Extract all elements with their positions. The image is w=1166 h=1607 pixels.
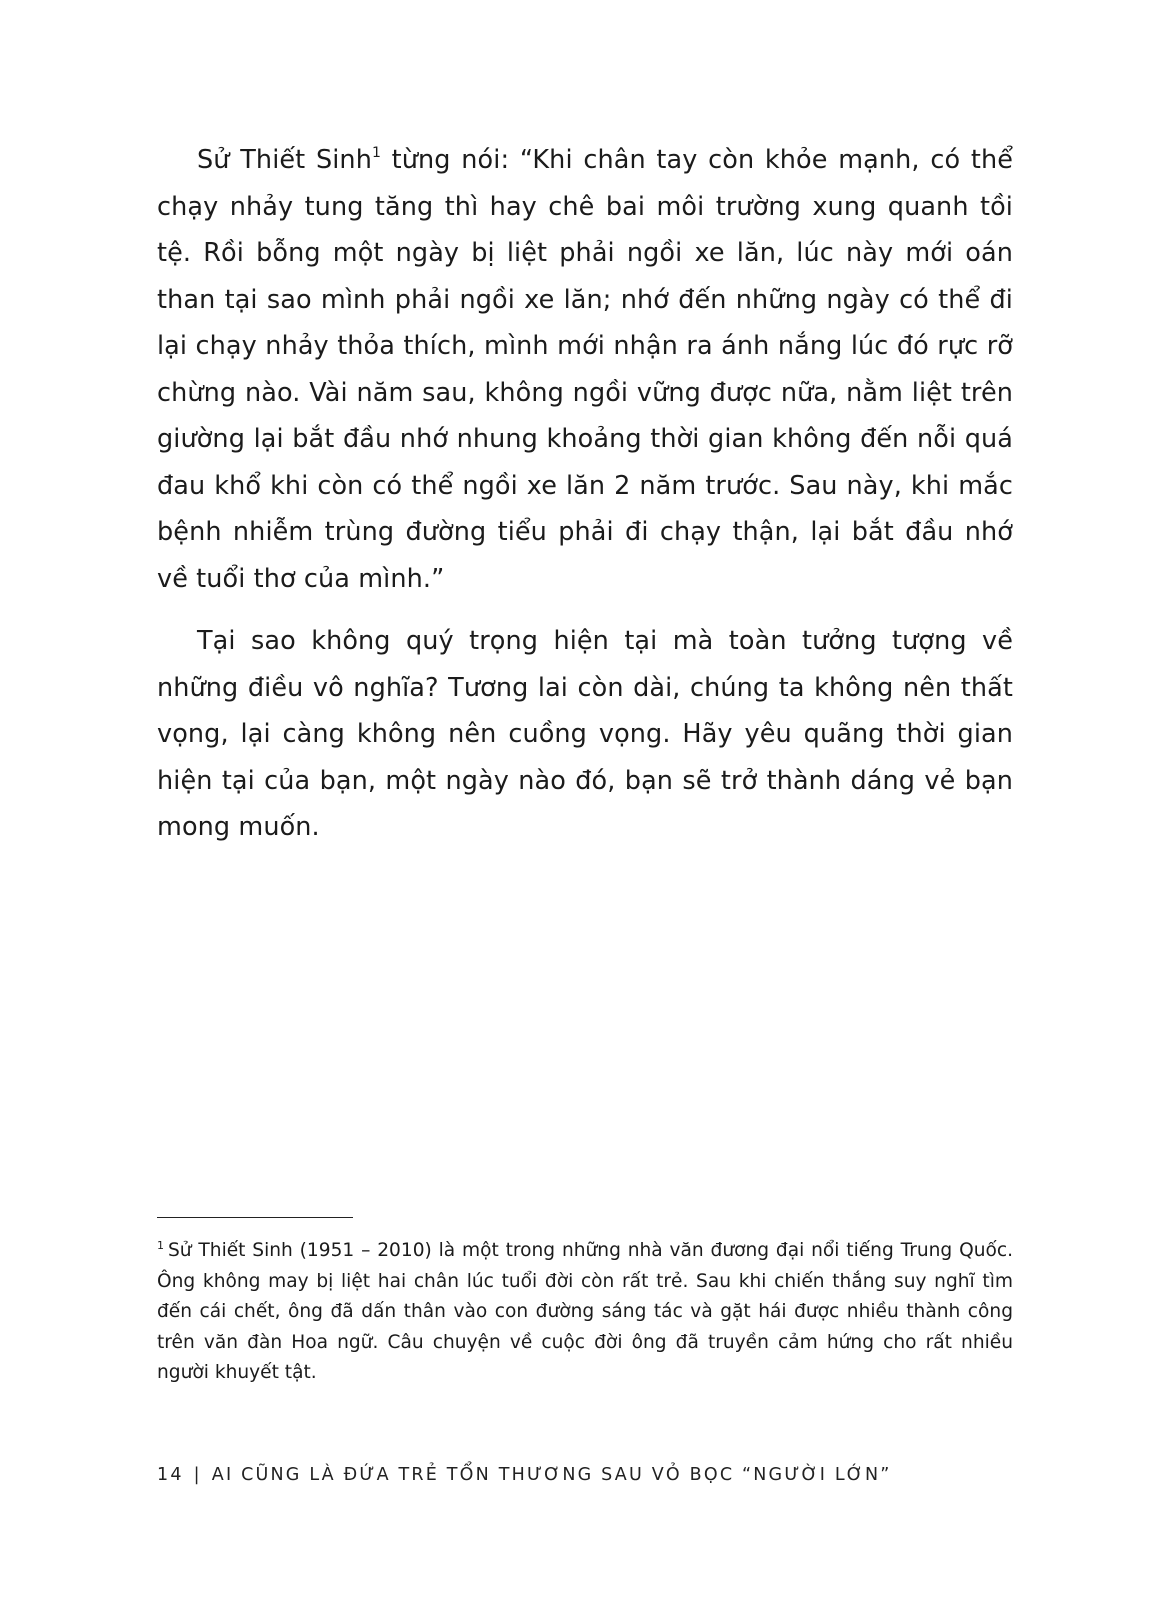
running-footer <box>157 1465 892 1485</box>
quote-text: từng nói: “Khi chân tay còn khỏe mạnh, có thể chạy nhảy tung tăng thì hay chê bai môi trường xung quanh tồi tệ. Rồi bỗng một ngày bị liệt phải ngồi xe lăn, lúc này mới oán than tại sao mình phải ngồi xe lăn; nhớ đến những ngày có thể đi lại chạy nhảy thỏa thích, mình mới nhận ra ánh nắng lúc đó rực rỡ chừng nào. Vài năm sau, không ngồi vững được nữa, nằm liệt trên giường lại bắt đầu nhớ nhung khoảng thời gian không đến nỗi quá đau khổ khi còn có thể ngồi xe lăn 2 năm trước. Sau này, khi mắc bệnh nhiễm trùng đường tiểu phải đi chạy thận, lại bắt đầu nhớ về tuổi thơ của mình.” <box>157 145 1013 594</box>
footnote-reference: 1 <box>371 145 381 161</box>
footnote <box>157 1236 1013 1389</box>
footnote-number: 1 <box>157 1239 164 1252</box>
book-title: AI CŨNG LÀ ĐỨA TRẺ TỔN THƯƠNG SAU VỎ BỌC “NGƯỜI LỚN” <box>211 1465 892 1485</box>
page-number: 14 <box>157 1465 184 1485</box>
footnote-text: Sử Thiết Sinh (1951 – 2010) là một trong những nhà văn đương đại nổi tiếng Trung Quốc. Ông không may bị liệt hai chân lúc tuổi đời còn rất trẻ. Sau khi chiến thắng suy nghĩ tìm đến cái chết, ông đã dấn thân vào con đường sáng tác và gặt hái được nhiều thành công trên văn đàn Hoa ngữ. Câu chuyện về cuộc đời ông đã truyền cảm hứng cho rất nhiều người khuyết tật. <box>157 1240 1013 1383</box>
footer-separator: | <box>193 1465 202 1485</box>
footnote-divider <box>157 1217 353 1218</box>
paragraph-reflection: Tại sao không quý trọng hiện tại mà toàn tưởng tượng về những điều vô nghĩa? Tương lai còn dài, chúng ta không nên thất vọng, lại càng không nên cuồng vọng. Hãy yêu quãng thời gian hiện tại của bạn, một ngày nào đó, bạn sẽ trở thành dáng vẻ bạn mong muốn. <box>157 626 1013 842</box>
paragraph-quote <box>157 137 1013 602</box>
author-name: Sử Thiết Sinh <box>197 145 372 175</box>
main-text <box>157 137 1013 851</box>
